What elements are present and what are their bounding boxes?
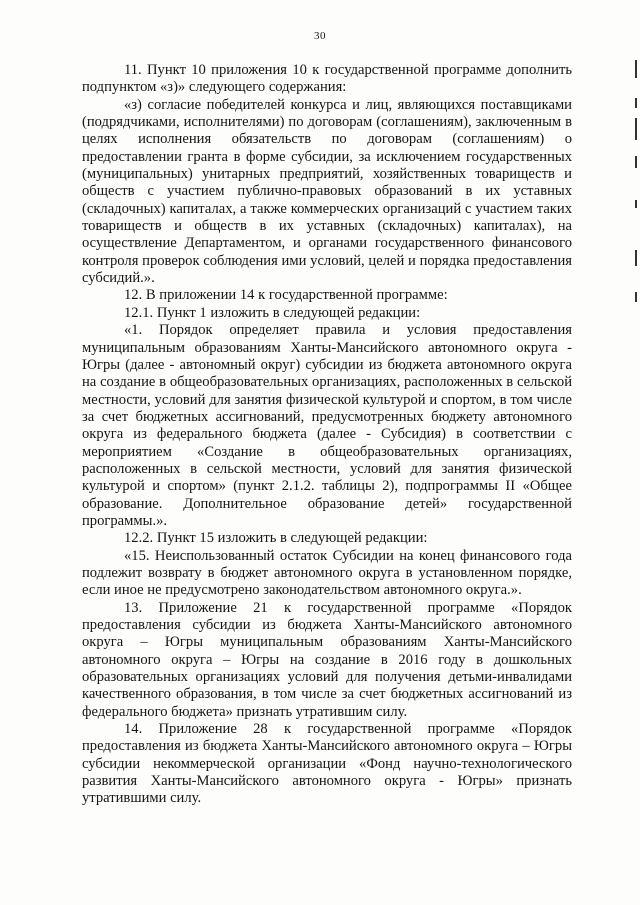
paragraph-subitem-z: «з) согласие победителей конкурса и лиц, являющихся поставщиками (подрядчиками, исполнителями) по договорам (соглашениям), заключенным в целях исполнения обязательств по договорам (соглашениям) о предоставлении гранта в форме субсидии, за исключением государственных (муниципальных) унитарных предприятий, хозяйственных товариществ и обществ с участием публично-правовых образований в их уставных (складочных) капиталах, а также коммерческих организаций с участием таких товариществ и обществ в их уставных (складочных) капиталах), на осуществление Департаментом, и органами государственного финансового контроля проверок соблюдения ими условий, целей и порядка предоставления субсидий.».: [82, 96, 572, 287]
paragraph-item-11: 11. Пункт 10 приложения 10 к государственной программе дополнить подпунктом «з)» следующего содержания:: [82, 62, 572, 96]
paragraph-item-12-2: 12.2. Пункт 15 изложить в следующей редакции:: [124, 530, 428, 547]
paragraph-item-12: 12. В приложении 14 к государственной программе:: [124, 287, 448, 304]
document-body: [82, 62, 572, 808]
paragraph-item-14: 14. Приложение 28 к государственной программе «Порядок предоставления из бюджета Ханты-Мансийского автономного округа – Югры субсидии некоммерческой организации «Фонд научно-технологического развития Ханты-Мансийского автономного округа - Югры» признать утратившими силу.: [82, 721, 572, 807]
paragraph-point-15: «15. Неиспользованный остаток Субсидии на конец финансового года подлежит возврату в бюджет автономного округа в установленном порядке, если иное не предусмотрено законодательством автономного округа.».: [82, 547, 572, 599]
paragraph-point-1: «1. Порядок определяет правила и условия предоставления муниципальным образованиям Ханты-Мансийского автономного округа - Югры (далее - автономный округ) субсидии из бюджета автономного округа на создание в общеобразовательных организациях, расположенных в сельской местности, условий для занятия физической культурой и спортом, в том числе за счет бюджетных ассигнований, предусмотренных бюджету автономного округа из федерального бюджета (далее - Субсидия) в соответствии с мероприятием «Создание в общеобразовательных организациях, расположенных в сельской местности, условий для занятия физической культурой и спортом» (пункт 2.1.2. таблицы 2), подпрограммы II «Общее образование. Дополнительное образование детей» государственной программы.».: [82, 322, 572, 529]
paragraph-item-12-1: 12.1. Пункт 1 изложить в следующей редакции:: [124, 304, 421, 321]
paragraph-item-13: 13. Приложение 21 к государственной программе «Порядок предоставления субсидии из бюджета Ханты-Мансийского автономного округа – Югры муниципальным образованиям Ханты-Мансийского автономного округа – Югры на создание в 2016 году в дошкольных образовательных организациях условий для получения детьми-инвалидами качественного образования, в том числе за счет бюджетных ассигнований из федерального бюджета» признать утратившим силу.: [82, 599, 572, 720]
scan-edge-marks: [634, 60, 638, 320]
page-number: 30: [314, 30, 326, 42]
